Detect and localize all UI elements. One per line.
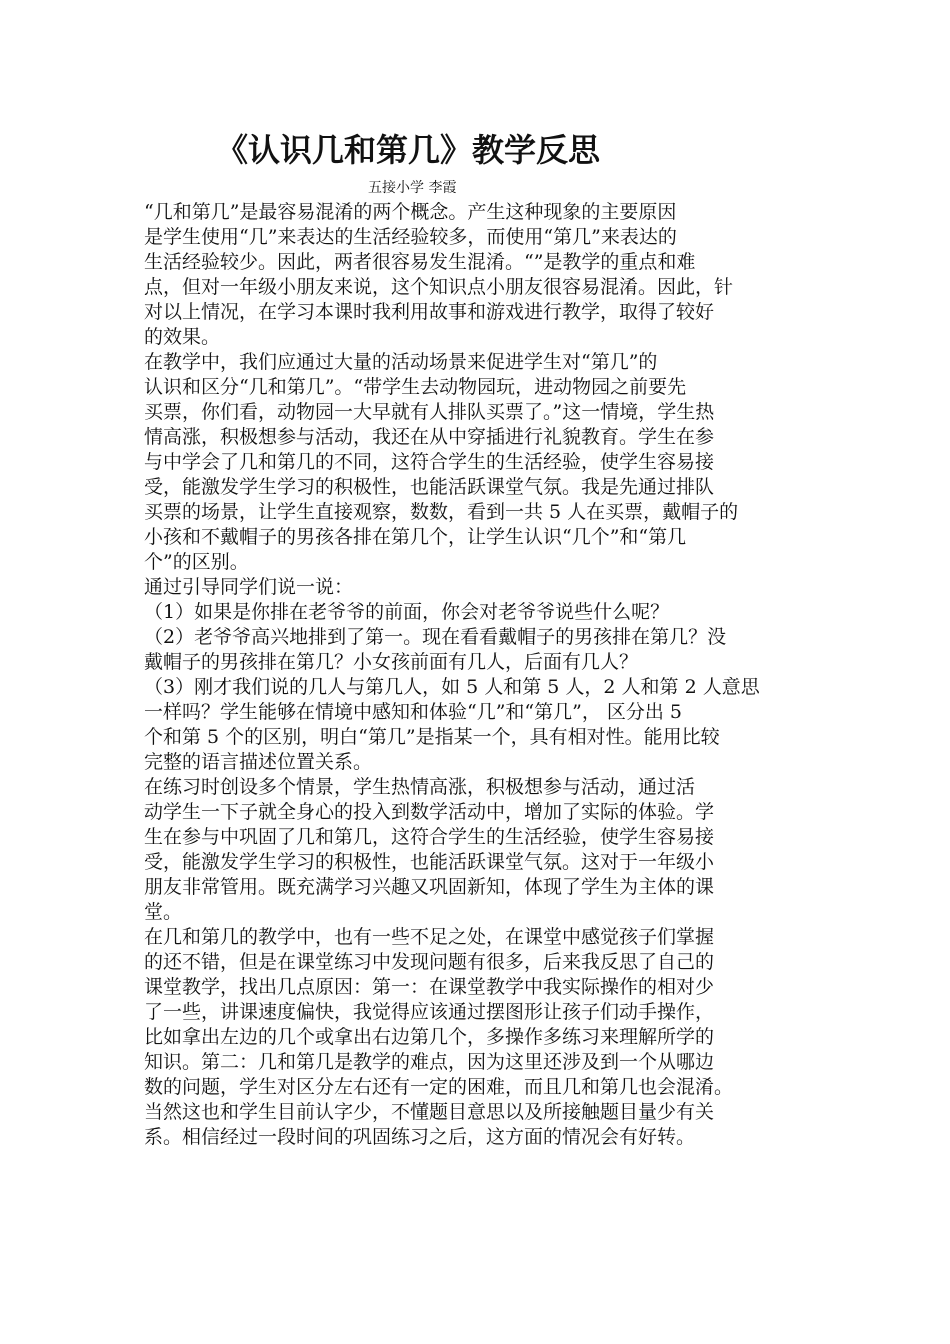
text-line: 在教学中，我们应通过大量的活动场景来促进学生对“第几”的 bbox=[144, 351, 658, 373]
text-line: 对以上情况，在学习本课时我利用故事和游戏进行教学，取得了较好 bbox=[144, 301, 715, 323]
text-line: 动学生一下子就全身心的投入到数学活动中，增加了实际的体验。学 bbox=[144, 801, 715, 823]
text-line: 堂。 bbox=[144, 901, 183, 923]
text-line: 小孩和不戴帽子的男孩各排在第几个，让学生认识“几个”和“第几 bbox=[144, 526, 687, 548]
text-line: 生在参与中巩固了几和第几，这符合学生的生活经验，使学生容易接 bbox=[144, 826, 715, 848]
text-line: 了一些，讲课速度偏快，我觉得应该通过摆图形让孩子们动手操作， bbox=[144, 1001, 715, 1023]
document-author: 五接小学 李霞 bbox=[368, 180, 457, 196]
text-line: 在几和第几的教学中，也有一些不足之处，在课堂中感觉孩子们掌握 bbox=[144, 926, 715, 948]
text-line: 点，但对一年级小朋友来说，这个知识点小朋友很容易混淆。因此，针 bbox=[144, 276, 734, 298]
text-line: 当然这也和学生目前认字少，不懂题目意思以及所接触题目量少有关 bbox=[144, 1101, 715, 1123]
text-line: 的还不错，但是在课堂练习中发现问题有很多，后来我反思了自己的 bbox=[144, 951, 715, 973]
text-line: 完整的语言描述位置关系。 bbox=[144, 751, 373, 773]
text-line: 系。相信经过一段时间的巩固练习之后，这方面的情况会有好转。 bbox=[144, 1126, 696, 1148]
text-line: 买票的场景，让学生直接观察，数数，看到一共 5 人在买票，戴帽子的 bbox=[144, 501, 739, 523]
text-line: 一样吗？学生能够在情境中感知和体验“几”和“第几”， 区分出 5 bbox=[144, 701, 683, 723]
text-line: 情高涨，积极想参与活动，我还在从中穿插进行礼貌教育。学生在参 bbox=[144, 426, 715, 448]
document-title: 《认识几和第几》教学反思 bbox=[216, 131, 601, 169]
text-line: 个”的区别。 bbox=[144, 551, 249, 573]
text-line: 买票，你们看，动物园一大早就有人排队买票了。”这一情境，学生热 bbox=[144, 401, 715, 423]
text-line: 戴帽子的男孩排在第几？小女孩前面有几人，后面有几人？ bbox=[144, 651, 639, 673]
text-line: （1）如果是你排在老爷爷的前面，你会对老爷爷说些什么呢？ bbox=[144, 601, 670, 623]
text-line: 生活经验较少。因此，两者很容易发生混淆。“”是教学的重点和难 bbox=[144, 251, 696, 273]
text-line: 朋友非常管用。既充满学习兴趣又巩固新知，体现了学生为主体的课 bbox=[144, 876, 715, 898]
text-line: 比如拿出左边的几个或拿出右边第几个，多操作多练习来理解所学的 bbox=[144, 1026, 715, 1048]
text-line: 知识。第二：几和第几是教学的难点，因为这里还涉及到一个从哪边 bbox=[144, 1051, 715, 1073]
text-line: “几和第几”是最容易混淆的两个概念。产生这种现象的主要原因 bbox=[144, 201, 677, 223]
text-line: 是学生使用“几”来表达的生活经验较多，而使用“第几”来表达的 bbox=[144, 226, 677, 248]
text-line: 受，能激发学生学习的积极性，也能活跃课堂气氛。这对于一年级小 bbox=[144, 851, 715, 873]
text-line: 认识和区分“几和第几”。“带学生去动物园玩，进动物园之前要先 bbox=[144, 376, 687, 398]
document-body bbox=[144, 200, 828, 1150]
text-line: 的效果。 bbox=[144, 326, 221, 348]
text-line: 数的问题，学生对区分左右还有一定的困难，而且几和第几也会混淆。 bbox=[144, 1076, 734, 1098]
text-line: 课堂教学，找出几点原因：第一：在课堂教学中我实际操作的相对少 bbox=[144, 976, 715, 998]
text-line: （2）老爷爷高兴地排到了第一。现在看看戴帽子的男孩排在第几？没 bbox=[144, 626, 727, 648]
text-line: 通过引导同学们说一说： bbox=[144, 576, 354, 598]
text-line: 与中学会了几和第几的不同，这符合学生的生活经验，使学生容易接 bbox=[144, 451, 715, 473]
text-line: 在练习时创设多个情景，学生热情高涨，积极想参与活动，通过活 bbox=[144, 776, 696, 798]
text-line: （3）刚才我们说的几人与第几人，如 5 人和第 5 人，2 人和第 2 人意思 bbox=[144, 676, 760, 698]
text-line: 个和第 5 个的区别，明白“第几”是指某一个，具有相对性。能用比较 bbox=[144, 726, 720, 748]
text-line: 受，能激发学生学习的积极性，也能活跃课堂气氛。我是先通过排队 bbox=[144, 476, 715, 498]
